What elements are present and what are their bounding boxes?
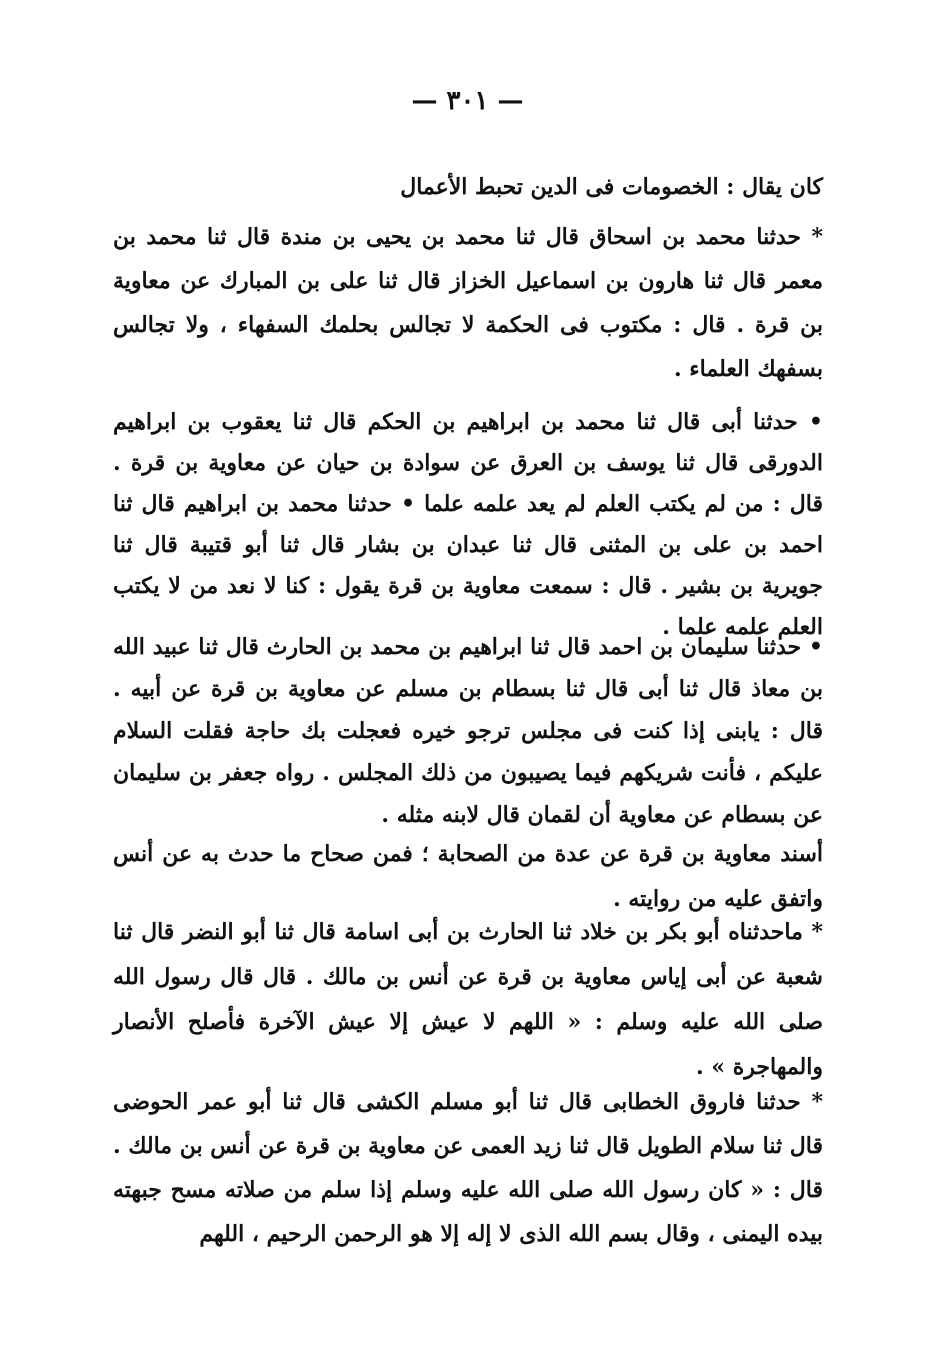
paragraph-hadith-2: • حدثنا أبى قال ثنا محمد بن ابراهيم بن الحكم قال ثنا يعقوب بن ابراهيم الدورقى قال ثنا يوسف بن العرق عن سوادة بن حيان عن معاوية بن قرة . قال : من لم يكتب العلم لم يعد علمه علما • حدثنا محمد بن ابراهيم قال ثنا احمد بن على بن المثنى قال ثنا عبدان بن بشار قال ثنا أبو قتيبة قال ثنا جويرية بن بشير . قال : سمعت معاوية بن قرة يقول : كنا لا نعد من لا يكتب العلم علمه علما . xyxy=(113,409,823,640)
paragraph-note: أسند معاوية بن قرة عن عدة من الصحابة ؛ فمن صحاح ما حدث به عن أنس واتفق عليه من روايته . xyxy=(113,841,823,912)
paragraph-hadith-4: * ماحدثناه أبو بكر بن خلاد ثنا الحارث بن أبى اسامة قال ثنا أبو النضر قال ثنا شعبة عن أبى إياس معاوية بن قرة عن أنس بن مالك . قال قال رسول الله صلى الله عليه وسلم : « اللهم لا عيش إلا عيش الآخرة فأصلح الأنصار والمهاجرة » . xyxy=(113,919,823,1080)
page-number: — ٣٠١ — xyxy=(411,86,524,116)
paragraph-hadith-1: * حدثنا محمد بن اسحاق قال ثنا محمد بن يحيى بن مندة قال ثنا محمد بن معمر قال ثنا هارون بن اسماعيل الخزاز قال ثنا على بن المبارك عن معاوية بن قرة . قال : مكتوب فى الحكمة لا تجالس بحلمك السفهاء ، ولا تجالس بسفهك العلماء . xyxy=(113,224,823,382)
paragraph-hadith-5: * حدثنا فاروق الخطابى قال ثنا أبو مسلم الكشى قال ثنا أبو عمر الحوضى قال ثنا سلام الطويل قال ثنا زيد العمى عن معاوية بن قرة عن أنس بن مالك . قال : « كان رسول الله صلى الله عليه وسلم إذا سلم من صلاته مسح جبهته بيده اليمنى ، وقال بسم الله الذى لا إله إلا هو الرحمن الرحيم ، اللهم xyxy=(113,1089,823,1247)
paragraph-hadith-3: • حدثنا سليمان بن احمد قال ثنا ابراهيم بن محمد بن الحارث قال ثنا عبيد الله بن معاذ قال ثنا أبى قال ثنا بسطام بن مسلم عن معاوية بن قرة عن أبيه . قال : يابنى إذا كنت فى مجلس ترجو خيره فعجلت بك حاجة فقلت السلام عليكم ، فأنت شريكهم فيما يصيبون من ذلك المجلس . رواه جعفر بن سليمان عن بسطام عن معاوية أن لقمان قال لابنه مثله . xyxy=(113,634,823,828)
paragraph-opening-line: كان يقال : الخصومات فى الدين تحبط الأعمال xyxy=(400,174,823,200)
